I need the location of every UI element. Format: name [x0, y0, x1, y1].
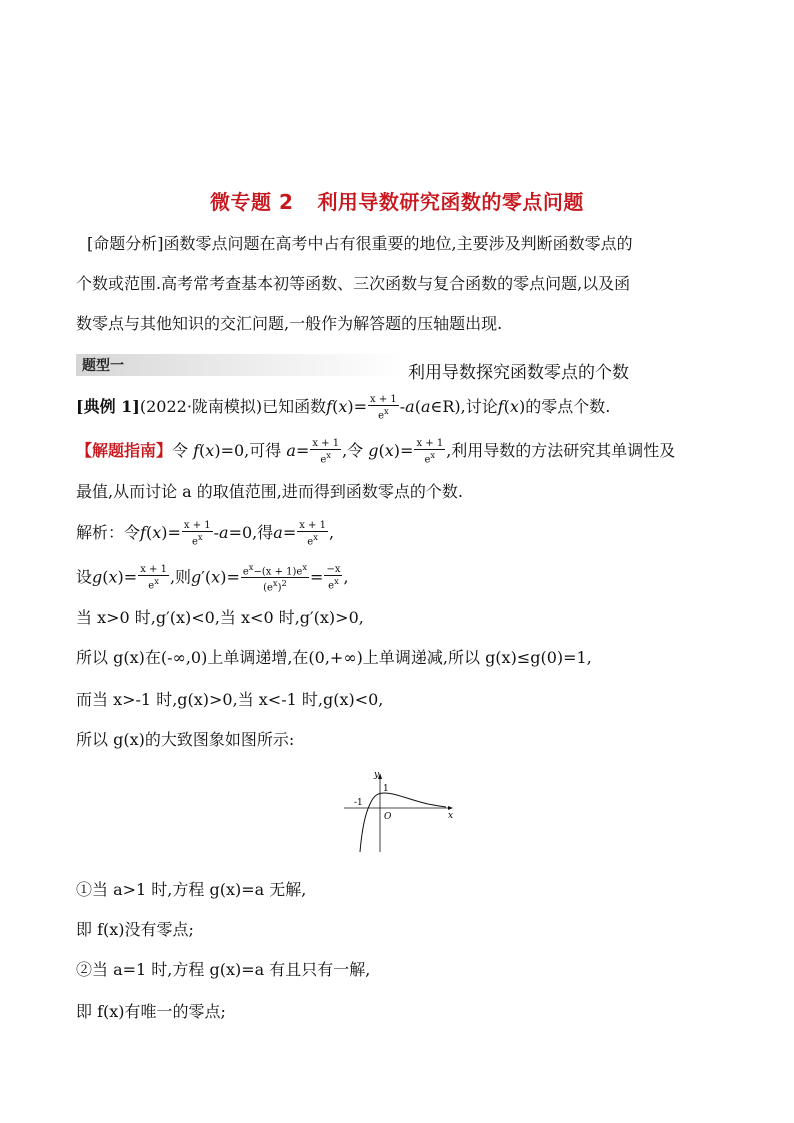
solution-line-4: 所以 g(x)在(-∞,0)上单调递增,在(0,+∞)上单调递减,所以 g(x)≤g(0)=1,	[76, 648, 592, 667]
section-tag	[76, 354, 406, 376]
example-label: [典例 1]	[76, 397, 140, 417]
solution-line-6: 所以 g(x)的大致图象如图所示:	[76, 730, 295, 749]
analysis-line-3: 数零点与其他知识的交汇问题,一般作为解答题的压轴题出现.	[76, 314, 503, 333]
section-title: 利用导数探究函数零点的个数	[408, 363, 629, 383]
max-label: 1	[383, 784, 389, 794]
case-1-conclusion: 即 f(x)没有零点;	[76, 920, 194, 939]
example-line: [典例 1](2022·陇南模拟)已知函数f(x)= $\frac{x + 1}{e^x}$ -a(a∈R),讨论f(x)的零点个数.	[76, 394, 611, 422]
solution-line-1: 解析：令f(x)= $\frac{x + 1}{e^x}$ -a=0,得a= $\frac{x + 1}{e^x}$ ,	[76, 520, 335, 548]
curve	[360, 793, 446, 852]
solution-line-2: 设g(x)= $\frac{x + 1}{e^x}$ ,则g′(x)= $\frac{e^x-(x + 1)e^x}{(e^x)^2}$ = $\frac{-x}{e^x}$ ,	[76, 562, 349, 594]
analysis-line-2: 个数或范围.高考常考查基本初等函数、三次函数与复合函数的零点问题,以及函	[76, 274, 631, 293]
solution-line-5: 而当 x>-1 时,g(x)>0,当 x<-1 时,g(x)<0,	[76, 690, 384, 709]
x-axis-arrow	[448, 806, 453, 810]
title-number: 微专题 2	[210, 190, 294, 214]
section-tag-label: 题型一	[82, 358, 124, 374]
guide-line-2: 最值,从而讨论 a 的取值范围,进而得到函数零点的个数.	[76, 482, 463, 501]
case-2-conclusion: 即 f(x)有唯一的零点;	[76, 1002, 226, 1021]
origin-label: O	[384, 812, 392, 822]
analysis-line-1: [命题分析]函数零点问题在高考中占有很重要的地位,主要涉及判断函数零点的	[87, 234, 633, 253]
x-label: x	[448, 811, 454, 821]
case-2: ②当 a=1 时,方程 g(x)=a 有且只有一解,	[76, 960, 371, 979]
solution-line-3: 当 x>0 时,g′(x)<0,当 x<0 时,g′(x)>0,	[76, 608, 364, 627]
page-title	[0, 186, 794, 215]
neg1-label: -1	[354, 798, 363, 808]
case-1: ①当 a>1 时,方程 g(x)=a 无解,	[76, 880, 307, 899]
title-text: 利用导数研究函数的零点问题	[317, 190, 584, 214]
guide-label: 【解题指南】	[76, 441, 173, 461]
guide-line-1: 【解题指南】令 f(x)=0,可得 a= $\frac{x + 1}{e^x}$ ,令 g(x)= $\frac{x + 1}{e^x}$ ,利用导数的方法研究其单调性及	[76, 438, 676, 466]
function-graph	[340, 768, 460, 854]
y-label: y	[374, 770, 380, 780]
